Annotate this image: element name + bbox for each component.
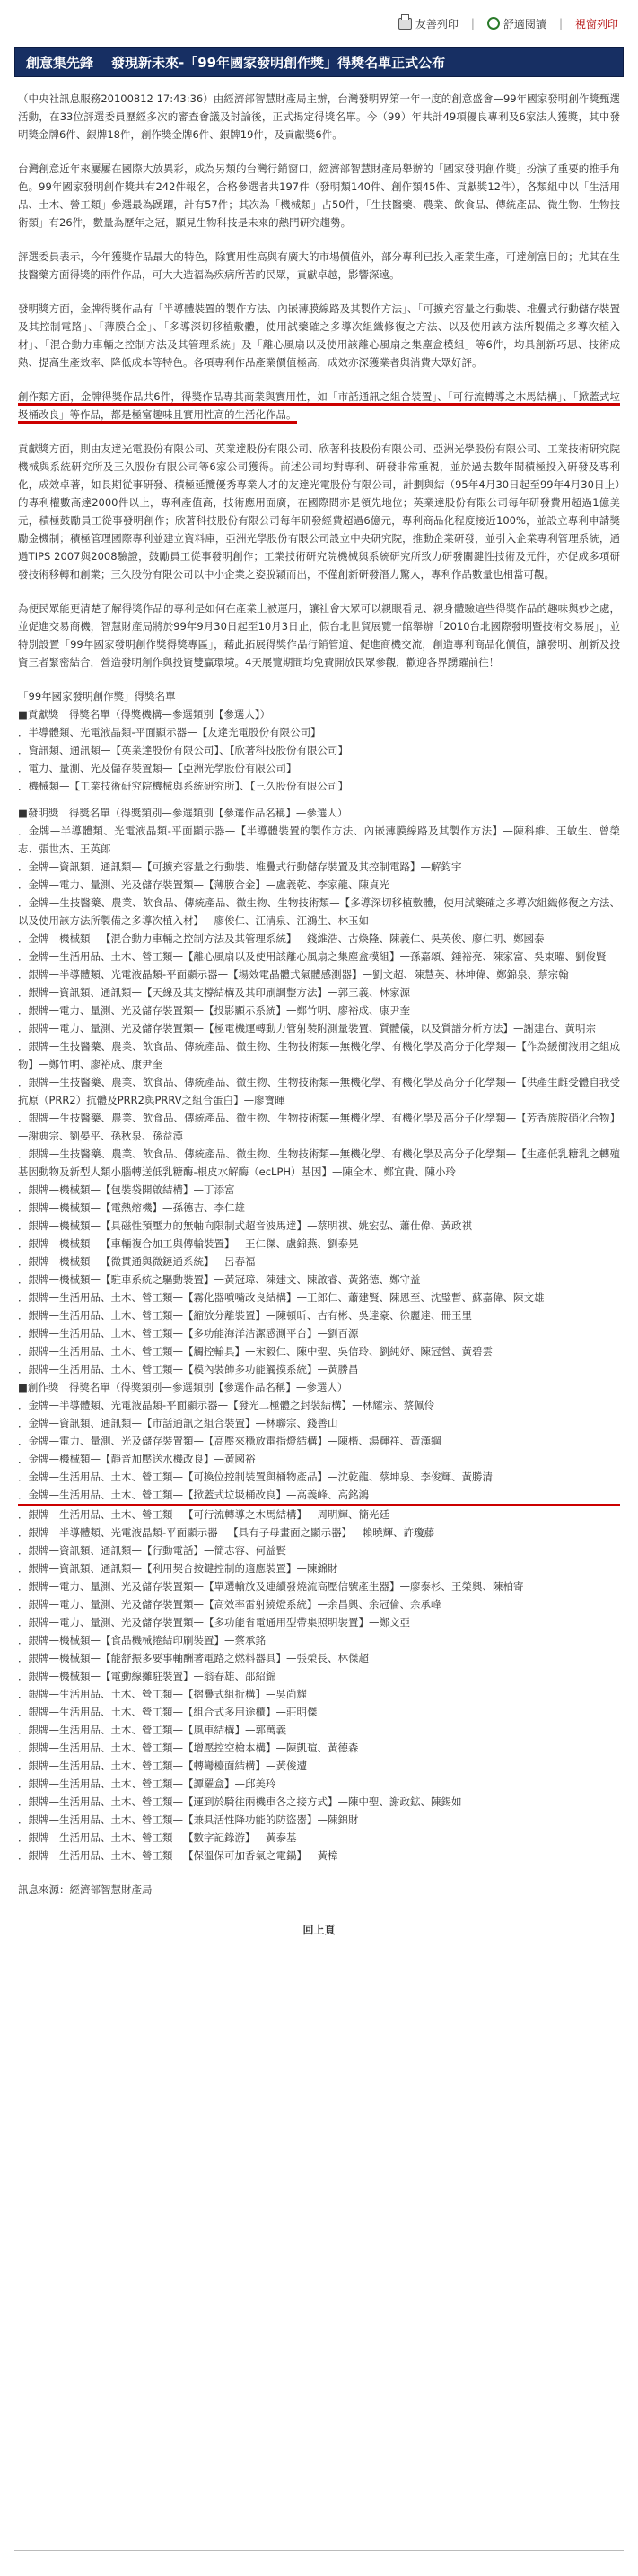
award-list-line: ．半導體類、光電液晶類-平面顯示器—【友達光電股份有限公司】 (18, 726, 321, 738)
award-list-line: ．銀牌—生活用品、土木、營工類—【兼具活性降功能的防盜器】—陳錦財 (18, 1813, 359, 1826)
award-list-line: ．銀牌—機械類—【能舒振多要事軸酬著電路之燃料器具】—張榮長、林傑超 (18, 1652, 369, 1664)
award-list-line: ．銀牌—生活用品、土木、營工類—【風車結構】—郭萬義 (18, 1724, 286, 1736)
paragraph-contribution-award: 貢獻獎方面，則由友達光電股份有限公司、英業達股份有限公司、欣著科技股份有限公司、亞洲光學股份有限公司、工業技術研究院機械與系統研究所及三久股份有限公司等6家公司獲得。前述公司均對專利、研發非常重視，並於過去數年間積極投入研發及專利化，成效卓著，如長期從事研發、積極延攬優秀專業人才的友達光電股份有限公司，計劃與結（95年4月30日起至99年4月30日止）的專利權數高達2000件以上，專利產值高，技術應用面廣，在國際間亦是領先地位；英業達股份有限公司每年研發費用超過1億美元，積極鼓勵員工從事發明創作；欣著科技股份有限公司每年研發經費超過6億元，專利商品化程度接近100%，並設立專利申請獎勵金機制；積極管理國際專利並建立資料庫，亞洲光學股份有限公司設立中央研究院，推動企業研發，並引入企業專利管理系統，通過TIPS 2007與2008驗證，鼓勵員工從事發明創作；工業技術研究院機械與系統研究所致力研發關鍵性技術及元件，亦促成多項研發技術移轉和創業；三久股份有限公司以中小企業之姿脫穎而出，不僅創新研發潛力驚人，專利作品數量也相當可觀。 (18, 442, 620, 581)
award-list-line: ．銀牌—半導體類、光電液晶類-平面顯示器—【場效電晶體式氣體感測器】—劉文超、陳慧英、林坤偉、鄭錦泉、蔡宗翰 (18, 968, 569, 981)
award-list-line: ．銀牌—機械類—【車輛複合加工與傳輸裝置】—王仁傑、盧錦燕、劉泰晃 (18, 1237, 359, 1250)
print-button[interactable] (398, 16, 459, 31)
print-label: 友善列印 (415, 17, 459, 31)
award-list-line: ．金牌—機械類—【靜音加壓送水機改良】—黃國裕 (18, 1453, 256, 1465)
award-list-line: ．金牌—半導體類、光電液晶類-平面顯示器—【發光二極體之封裝結構】—林耀宗、蔡佩伶 (18, 1399, 435, 1411)
award-list-line: ■創作獎 得獎名單（得獎類別—參選類別【參選作品名稱】—參選人） (18, 1381, 348, 1393)
back-button[interactable]: 回上頁 (302, 1924, 336, 1936)
award-list-line: ．金牌—生技醫藥、農業、飲食品、傳統產品、微生物、生物技術類—【多導深切移植敷體，使用試藥確之多導次組織修復之方法、以及使用該方法所製備之多導次植入材】—廖俊仁、江清泉、江鴻生、林玉如 (18, 896, 620, 927)
window-print-label: 視窗列印 (574, 17, 618, 31)
award-list-line: ．銀牌—生技醫藥、農業、飲食品、傳統產品、微生物、生物技術類—無機化學、有機化學及高分子化學類—【生產低乳糖乳之轉殖基因動物及新型人類小腦轉送低乳糖酶-根皮水解酶（ecLPH）基因】—陳全木、鄭宜貴、陳小玲 (18, 1148, 620, 1178)
paragraph-judges: 評選委員表示，今年獲獎作品最大的特色，除實用性高與有廣大的市場價值外，部分專利已投入產業生產，可達創富目的；尤其在生技醫藥方面得獎的兩件作品，可大大造福為疾病所苦的民眾，貢獻卓越，影響深遠。 (18, 250, 620, 281)
reading-mode-icon (487, 17, 500, 30)
award-list-line: ．資訊類、通訊類—【英業達股份有限公司】、【欣著科技股份有限公司】 (18, 744, 348, 756)
award-list-line: ．銀牌—生活用品、土木、營工類—【譚羅盒】—邱美玲 (18, 1777, 276, 1790)
award-list-line: ．銀牌—機械類—【包裝袋開啟結構】—丁添富 (18, 1183, 235, 1196)
comfort-reading-button[interactable] (487, 16, 546, 31)
source-line: 訊息來源：經濟部智慧財產局 (18, 1883, 153, 1896)
award-list-line: ．銀牌—生活用品、土木、營工類—【霧化器噴嘴改良結構】—王郎仁、蕭建賢、陳恩至、沈璧暫、蘇嘉偉、陳文雄 (18, 1291, 545, 1304)
award-list-line: ．銀牌—機械類—【電動線攤駐裝置】—翁春雄、邵紹錦 (18, 1670, 276, 1682)
toolbar-separator: | (558, 17, 563, 30)
award-list-line: ．金牌—資訊類、通訊類—【市話通訊之組合裝置】—林聯宗、錢善山 (18, 1417, 338, 1429)
award-list-line: ．銀牌—生活用品、土木、營工類—【保溫保可加香氣之電鍋】—黃樟 (18, 1849, 338, 1862)
award-list-line: ．金牌—半導體類、光電液晶類-平面顯示器—【半導體裝置的製作方法、內嵌薄膜線路及其製作方法】—陳科維、王敏生、曾榮志、張世杰、王英郎 (18, 825, 620, 855)
award-list-line: ．銀牌—資訊類、通訊類—【天線及其支撐結構及其印刷調整方法】—郭三義、林家源 (18, 986, 410, 999)
award-list-line: ．銀牌—半導體類、光電液晶類-平面顯示器—【具有子母畫面之顯示器】—賴曉輝、許瓊藤 (18, 1526, 435, 1539)
award-list-line: ．金牌—資訊類、通訊類—【可擴充容量之行動裝、堆疊式行動儲存裝置及其控制電路】—解鈞宇 (18, 860, 462, 873)
award-list-line: ．銀牌—生技醫藥、農業、飲食品、傳統產品、微生物、生物技術類—無機化學、有機化學及高分子化學類—【供產生雌受體自我受抗原（PRR2）抗體及PRR2與PRRV之組合蛋白】—廖寶暉 (18, 1076, 620, 1106)
award-list-line: ．銀牌—資訊類、通訊類—【利用契合按鍵控制的適應裝置】—陳錦財 (18, 1562, 338, 1575)
award-list-line: ．銀牌—機械類—【微貫通與微鏈通系統】—呂春福 (18, 1255, 256, 1268)
printer-icon (398, 18, 412, 30)
award-list-line: ．銀牌—生活用品、土木、營工類—【多功能海洋洁潔感測平台】—劉百源 (18, 1327, 359, 1340)
toolbar (14, 0, 624, 47)
award-list-line: ．銀牌—生活用品、土木、營工類—【數字記錄游】—黃泰基 (18, 1831, 297, 1844)
award-list-line: ．金牌—電力、量測、光及儲存裝置類—【高壓來穩放電指燈結構】—陳楷、湯輝祥、黃漢綱 (18, 1435, 441, 1447)
award-list-line: ．金牌—生活用品、土木、營工類—【可換位控制裝置與桶物產品】—沈乾龍、蔡坤泉、李俊輝、黃勝清 (18, 1471, 493, 1483)
award-list-line: ■發明獎 得獎名單（得獎類別—參選類別【參選作品名稱】—參選人） (18, 807, 348, 819)
award-list-line: ．銀牌—資訊類、通訊類—【行動電話】—簡志容、何益賢 (18, 1544, 286, 1557)
title-part-2: 發現新未來-「99年國家發明創作獎」得獎名單正式公布 (111, 54, 446, 71)
award-list-line: ．銀牌—電力、量測、光及儲存裝置類—【多功能省電通用型帶集照明裝置】—鄭文亞 (18, 1616, 410, 1629)
award-list-line: ．銀牌—生活用品、土木、營工類—【摺疊式組折構】—吳尚耀 (18, 1688, 307, 1700)
title-part-1: 創意集先鋒 (26, 54, 94, 71)
paragraph-creation-award (18, 388, 620, 424)
award-list-line: ．金牌—機械類—【混合動力車輛之控制方法及其管理系統】—錢維浩、古煥隆、陳義仁、吳英俊、廖仁明、鄭國泰 (18, 932, 545, 945)
list-spacer (18, 795, 620, 804)
award-list (18, 687, 620, 1864)
award-list-line: ．銀牌—電力、量測、光及儲存裝置類—【單選輸放及連續發燒流高壓信號產生器】—廖泰杉、王榮興、陳柏寄 (18, 1580, 524, 1593)
award-list-line: ．銀牌—生活用品、土木、營工類—【組合式多用途櫃】—莊明傑 (18, 1706, 318, 1718)
award-list-line: ■貢獻獎 得獎名單（得獎機構—參選類別【參選人】） (18, 708, 271, 720)
back-button-wrap (14, 1922, 624, 1939)
award-list-line: ．金牌—生活用品、土木、營工類—【離心風扇以及使用該離心風扇之集塵盒模組】—孫嘉頌、鍾裕亮、陳家富、吳東曜、劉俊賢 (18, 950, 607, 963)
award-list-line: ．銀牌—生活用品、土木、營工類—【轉彎檯面結構】—黃俊遭 (18, 1760, 307, 1772)
award-list-line: ．銀牌—電力、量測、光及儲存裝置類—【極電機運轉動力管射裝附測量裝置、質體儀，以及質譜分析方法】—謝建台、黃明宗 (18, 1022, 596, 1035)
paragraph-invention-award: 發明獎方面，金牌得獎作品有「半導體裝置的製作方法、內嵌薄膜線路及其製作方法」、「可擴充容量之行動裝、堆疊式行動儲存裝置及其控制電路」、「薄膜合金」、「多導深切移植敷體，使用試藥確之多導次組織修復之方法、以及使用該方法所製備之多導次植入材」、「混合動力車輛之控制方法及其管理系統」及「離心風扇以及使用該離心風扇之集塵盒模組」等6件，均具創新巧思、技術成熟、提高生產效率、降低成本等特色。各項專利作品產業價值極高，成效亦深獲業者與消費大眾好評。 (18, 302, 620, 369)
window-print-button[interactable] (575, 16, 618, 31)
award-list-line: ．金牌—電力、量測、光及儲存裝置類—【薄膜合金】—盧義乾、李家龍、陳貞光 (18, 878, 389, 891)
award-list-line: ．銀牌—機械類—【電熱熔機】—孫德吉、李仁雄 (18, 1201, 245, 1214)
award-list-line: ．銀牌—電力、量測、光及儲存裝置類—【高效率雷射繞燈系統】—余昌興、余冠倫、余承峰 (18, 1598, 441, 1611)
comfort-reading-label: 舒適閱讀 (503, 17, 546, 31)
highlighted-text: 創作類方面，金牌得獎作品共6件，得獎作品專其商業與實用性，如「市話通訊之組合裝置」、「可行流轉導之木馬結構」、「掀蓋式垃圾桶改良」等作品，都是極富趣味且實用性高的生活化作品。 (18, 390, 620, 424)
bottom-divider (14, 2550, 624, 2551)
award-list-lines (18, 705, 620, 1864)
article-body (14, 90, 624, 1899)
award-list-line: ．銀牌—生活用品、土木、營工類—【運到於騎往兩機車各之接方式】—陳中聖、謝政鉱、陳錫如 (18, 1795, 462, 1808)
article-title-bar (14, 47, 624, 77)
award-list-line: ．銀牌—電力、量測、光及儲存裝置類—【投影顯示系統】—鄭竹明、廖裕成、康尹奎 (18, 1004, 410, 1017)
award-list-title: 「99年國家發明創作獎」得獎名單 (18, 690, 176, 703)
award-list-line: ．銀牌—機械類—【食品機械捲結印刷裝置】—蔡承銘 (18, 1634, 266, 1646)
award-list-line: ．銀牌—生活用品、土木、營工類—【模內裝飾多功能觸摸系統】—黃勝昌 (18, 1363, 359, 1375)
award-list-line: ．金牌—生活用品、土木、營工類—【掀蓋式垃圾桶改良】—高義峰、高銘鴻 (18, 1486, 620, 1506)
paragraph-intro: （中央社訊息服務20100812 17:43:36）由經濟部智慧財產局主辦，台灣發明界第一年一度的創意盛會—99年國家發明創作獎甄選活動，在33位評選委員歷經多次的審查會議及討論後，正式揭定得獎名單。今（99）年共計49項優良專利及6家法人獲獎，其中發明獎金牌6件、銀牌18件，創作獎金牌6件、銀牌19件，及貢獻獎6件。 (18, 92, 620, 141)
award-list-line: ．銀牌—生活用品、土木、營工類—【觸控輸具】—宋毅仁、陳中聖、吳信玲、劉純妤、陳冠營、黃碧雲 (18, 1345, 493, 1358)
award-list-line: ．銀牌—生技醫藥、農業、飲食品、傳統產品、微生物、生物技術類—無機化學、有機化學及高分子化學類—【作為緩衝液用之組成物】—鄭竹明、廖裕成、康尹奎 (18, 1040, 620, 1070)
award-list-line: ．銀牌—生技醫藥、農業、飲食品、傳統產品、微生物、生物技術類—無機化學、有機化學及高分子化學類—【芳香族胺硝化合物】—謝典宗、劉晏平、孫秋泉、孫益漢 (18, 1112, 620, 1142)
paragraph-exhibition: 為便民眾能更清楚了解得獎作品的專利是如何在產業上被運用，讓社會大眾可以親眼看見、親身體驗這些得獎作品的趣味與妙之處，並促進交易商機，智慧財產局將於99年9月30日起至10月3日止，假台北世貿展覽一館舉辦「2010台北國際發明暨技術交易展」，並特別設置「99年國家發明創作獎得獎專區」，藉此拓展得獎作品行銷管道、促進商機交流，創造專利商品化價值，讓發明、創新及投資三者緊密結合，營造發明創作與投資雙贏環境。4天展覽期間均免費開放民眾參觀，歡迎各界踴躍前往！ (18, 602, 620, 668)
paragraph-background: 台灣創意近年來屢屢在國際大放異彩，成為另類的台灣行銷窗口，經濟部智慧財產局舉辦的「國家發明創作獎」扮演了重要的推手角色。99年國家發明創作獎共有242件報名，合格參選者共197件（發明類140件、創作類45件、貢獻獎12件），各類組中以「生活用品、土木、營工類」參選最為踴躍，計有57件；其次為「機械類」占50件，「生技醫藥、農業、飲食品、傳統產品、微生物、生物技術類」有26件，數量為歷年之冠，顯見生物科技是未來的熱門研究趨勢。 (18, 162, 620, 229)
award-list-line: ．電力、量測、光及儲存裝置類—【亞洲光學股份有限公司】 (18, 762, 297, 774)
award-list-line: ．銀牌—生活用品、土木、營工類—【增壓控空槍本構】—陳凱瑄、黃德森 (18, 1742, 359, 1754)
award-list-line: ．銀牌—機械類—【具磁性預壓力的無軸向限制式超音波馬達】—蔡明祺、姚宏弘、蕭仕偉、黃政祺 (18, 1219, 472, 1232)
award-list-line: ．銀牌—生活用品、土木、營工類—【縮放分離裝置】—陳頓昕、古有彬、吳達豪、徐麗達、冊玉里 (18, 1309, 472, 1322)
award-list-line: ．銀牌—機械類—【駐車系統之驅動裝置】—黃冠璋、陳建文、陳啟睿、黃銘德、鄭守益 (18, 1273, 421, 1286)
award-list-line: ．機械類—【工業技術研究院機械與系統研究所】、【三久股份有限公司】 (18, 780, 348, 792)
toolbar-separator: | (470, 17, 475, 30)
award-list-line: ．銀牌—生活用品、土木、營工類—【可行流轉導之木馬結構】—周明輝、簡光廷 (18, 1508, 389, 1521)
